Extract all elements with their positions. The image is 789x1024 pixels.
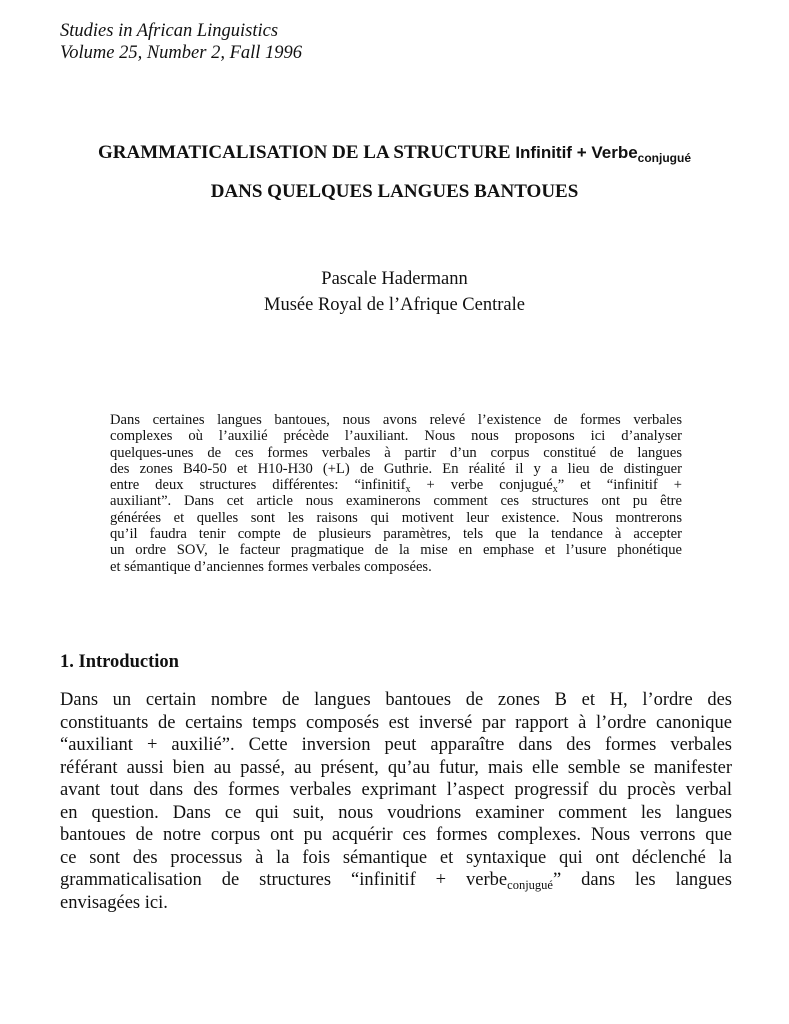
body-line: envisagées ici. bbox=[60, 892, 168, 913]
abstract-line: et sémantique d’anciennes formes verbales composées. bbox=[110, 558, 432, 575]
abstract-text: entre deux structures différentes: “infinitif bbox=[110, 477, 406, 494]
abstract-line: Dans certaines langues bantoues, nous avons relevé l’existence de formes verbales bbox=[110, 412, 682, 428]
abstract-line: générées et quelles sont les raisons qui motivent leur existence. Nous montrerons bbox=[110, 509, 682, 526]
abstract-line: qu’il faudra tenir compte de plusieurs paramètres, tels que la tendance à accepter bbox=[110, 526, 682, 543]
abstract-line: des zones B40-50 et H10-H30 (+L) de Guthrie. En réalité il y a lieu de distinguer bbox=[110, 460, 682, 477]
title-structure-subscript: conjugué bbox=[637, 151, 692, 165]
abstract-line bbox=[110, 477, 683, 496]
abstract-subscript: x bbox=[405, 484, 411, 496]
title-line-2: DANS QUELQUES LANGUES BANTOUES bbox=[210, 181, 579, 202]
body-line: avant tout dans des formes verbales exprimant l’aspect progressif du procès verbal bbox=[60, 780, 732, 800]
abstract-line: un ordre SOV, le facteur pragmatique de la mise en emphase et l’usure phonétique bbox=[110, 542, 682, 559]
body-subscript: conjugué bbox=[507, 878, 553, 892]
body-line bbox=[60, 869, 732, 892]
title-structure bbox=[515, 143, 692, 165]
body-line: “auxiliant + auxilié”. Cette inversion peut apparaître dans des formes verbales bbox=[60, 735, 732, 755]
author-block bbox=[0, 266, 789, 318]
body-paragraph bbox=[60, 689, 732, 914]
abstract-line: quelques-unes de ces formes verbales à partir d’un corpus constitué de langues bbox=[110, 444, 682, 461]
abstract-text: + verbe conjugué bbox=[410, 477, 553, 494]
abstract bbox=[110, 412, 682, 575]
author-name: Pascale Hadermann bbox=[321, 269, 468, 289]
body-line: bantoues de notre corpus ont pu acquérir ces formes complexes. Nous verrons que bbox=[60, 825, 732, 845]
body-line: constituants de certains temps composés est inversé par rapport à l’ordre canonique bbox=[60, 712, 732, 733]
body-line: ce sont des processus à la fois sémantique et syntaxique qui ont déclenché la bbox=[60, 847, 732, 868]
journal-volume: Volume 25, Number 2, Fall 1996 bbox=[60, 43, 303, 63]
abstract-subscript: x bbox=[552, 484, 558, 496]
title-line-1 bbox=[0, 136, 789, 175]
abstract-text: ” et “infinitif + bbox=[557, 477, 683, 494]
title-main-text: GRAMMATICALISATION DE LA STRUCTURE bbox=[97, 142, 516, 163]
journal-header bbox=[60, 20, 302, 64]
abstract-line: complexes où l’auxilié précède l’auxiliant. Nous nous proposons ici d’analyser bbox=[110, 428, 682, 445]
abstract-line: auxiliant”. Dans cet article nous examinerons comment ces structures ont pu être bbox=[110, 493, 682, 510]
body-text: grammaticalisation de structures “infinitif + verbe bbox=[60, 870, 508, 890]
body-line: référant aussi bien au passé, au présent, qu’au futur, mais elle semble se manifester bbox=[60, 757, 732, 778]
article-title bbox=[0, 136, 789, 209]
body-line: Dans un certain nombre de langues bantoues de zones B et H, l’ordre des bbox=[60, 690, 732, 710]
body-line: en question. Dans ce qui suit, nous voudrions examiner comment les langues bbox=[60, 802, 732, 823]
section-heading: 1. Introduction bbox=[60, 652, 179, 672]
title-structure-text: Infinitif + Verbe bbox=[515, 143, 638, 162]
body-text: ” dans les langues bbox=[552, 870, 733, 890]
journal-name: Studies in African Linguistics bbox=[60, 21, 279, 41]
author-affiliation: Musée Royal de l’Afrique Centrale bbox=[264, 295, 525, 315]
